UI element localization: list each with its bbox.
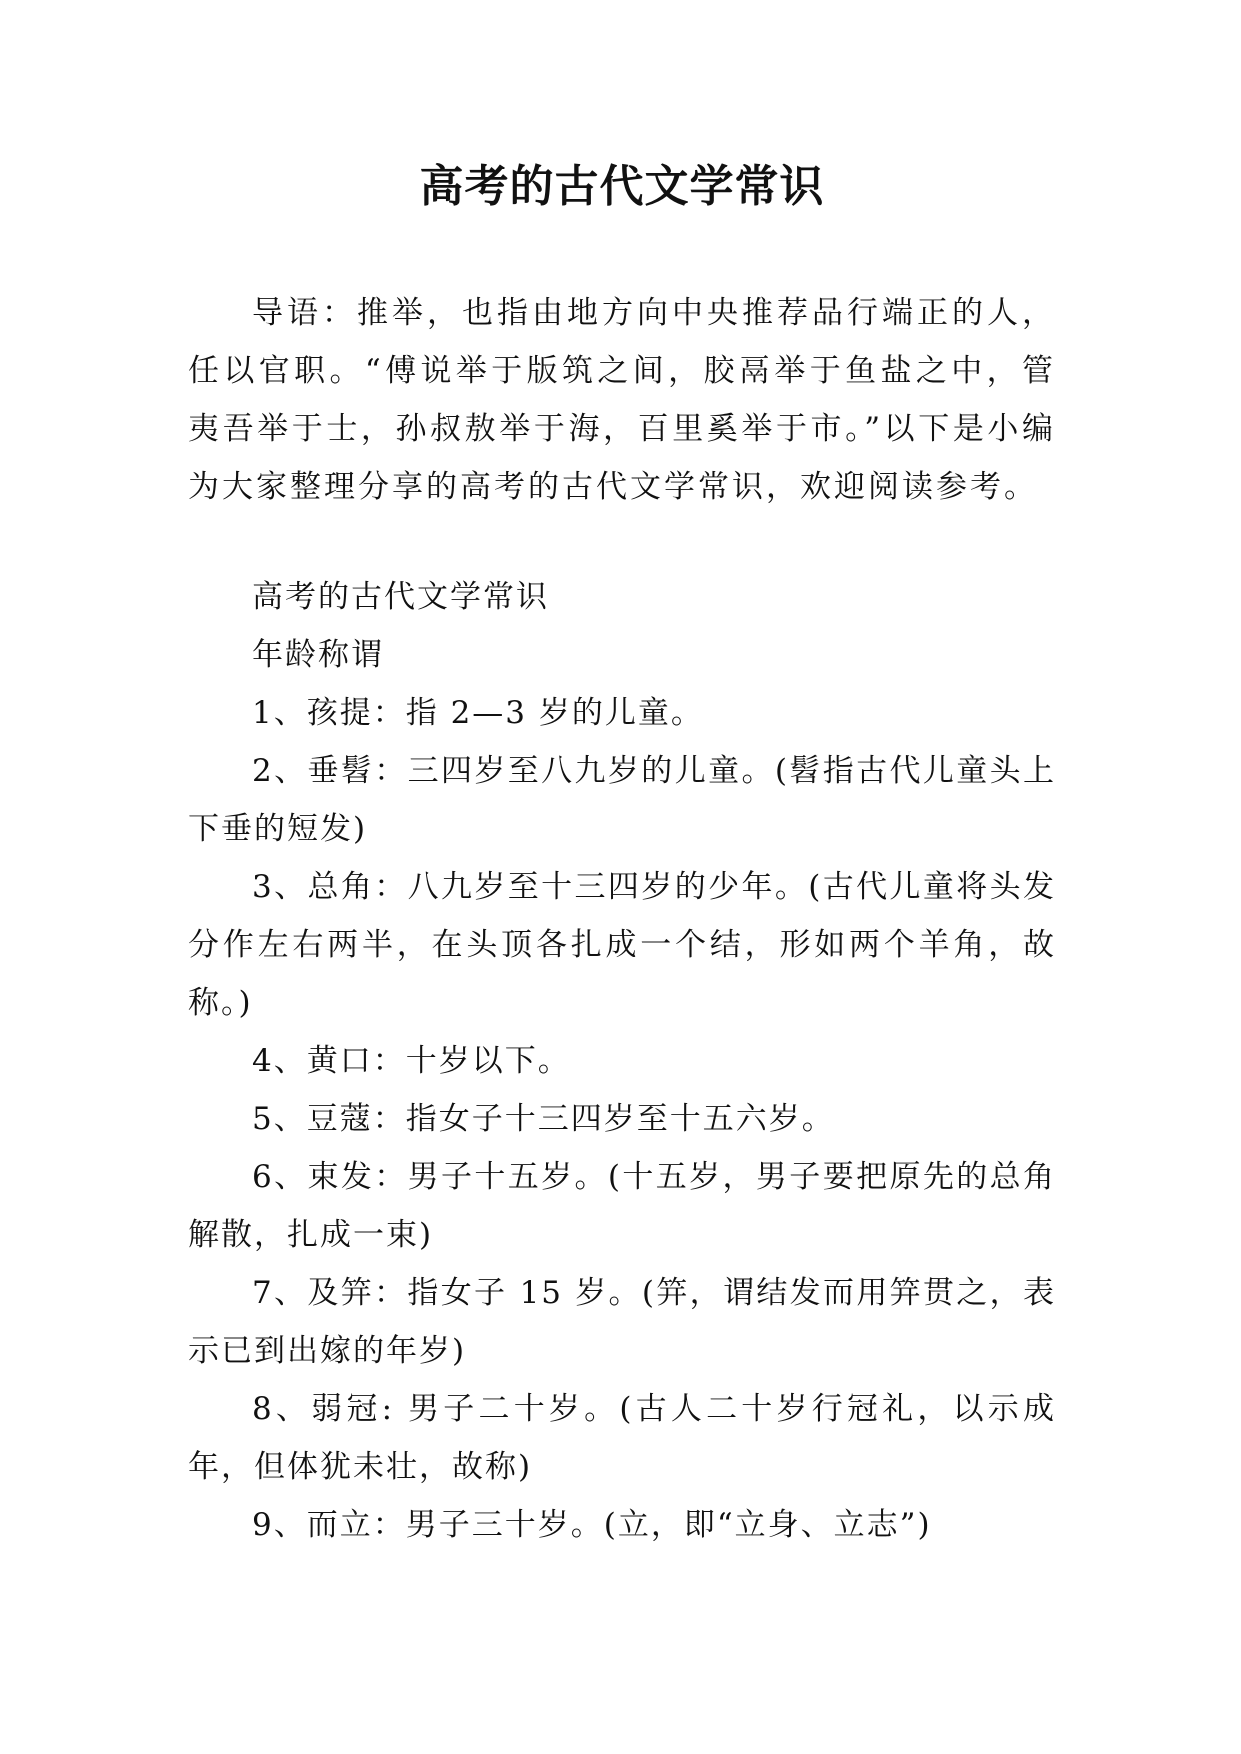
list-item: 3、总角：八九岁至十三四岁的少年。(古代儿童将头发分作左右两半，在头顶各扎成一个结，形如两个羊角，故称。) [188,869,1056,1021]
list-item: 9、而立：男子三十岁。(立，即“立身、立志”) [252,1507,932,1543]
document-body [188,568,1056,1554]
list-item: 6、束发：男子十五岁。(十五岁，男子要把原先的总角解散，扎成一束) [188,1159,1056,1253]
list-item: 7、及笄：指女子 15 岁。(笄，谓结发而用笄贯之，表示已到出嫁的年岁) [188,1275,1056,1369]
section-heading: 高考的古代文学常识 [252,579,549,615]
list-item: 4、黄口：十岁以下。 [252,1043,571,1079]
intro-paragraph: 导语：推举，也指由地方向中央推荐品行端正的人，任以官职。“傅说举于版筑之间，胶鬲举于鱼盐之中，管夷吾举于士，孙叔敖举于海，百里奚举于市。”以下是小编为大家整理分享的高考的古代文学常识，欢迎阅读参考。 [188,295,1056,505]
list-item: 1、孩提：指 2—3 岁的儿童。 [252,695,704,731]
document-title: 高考的古代文学常识 [419,161,825,212]
subsection-heading: 年龄称谓 [252,637,384,673]
list-item: 5、豆蔻：指女子十三四岁至十五六岁。 [252,1101,835,1137]
list-item: 8、弱冠: 男子二十岁。(古人二十岁行冠礼，以示成年，但体犹未壮，故称) [188,1391,1056,1485]
document-page [188,0,1056,1554]
list-item: 2、垂髫：三四岁至八九岁的儿童。(髫指古代儿童头上下垂的短发) [188,753,1056,847]
